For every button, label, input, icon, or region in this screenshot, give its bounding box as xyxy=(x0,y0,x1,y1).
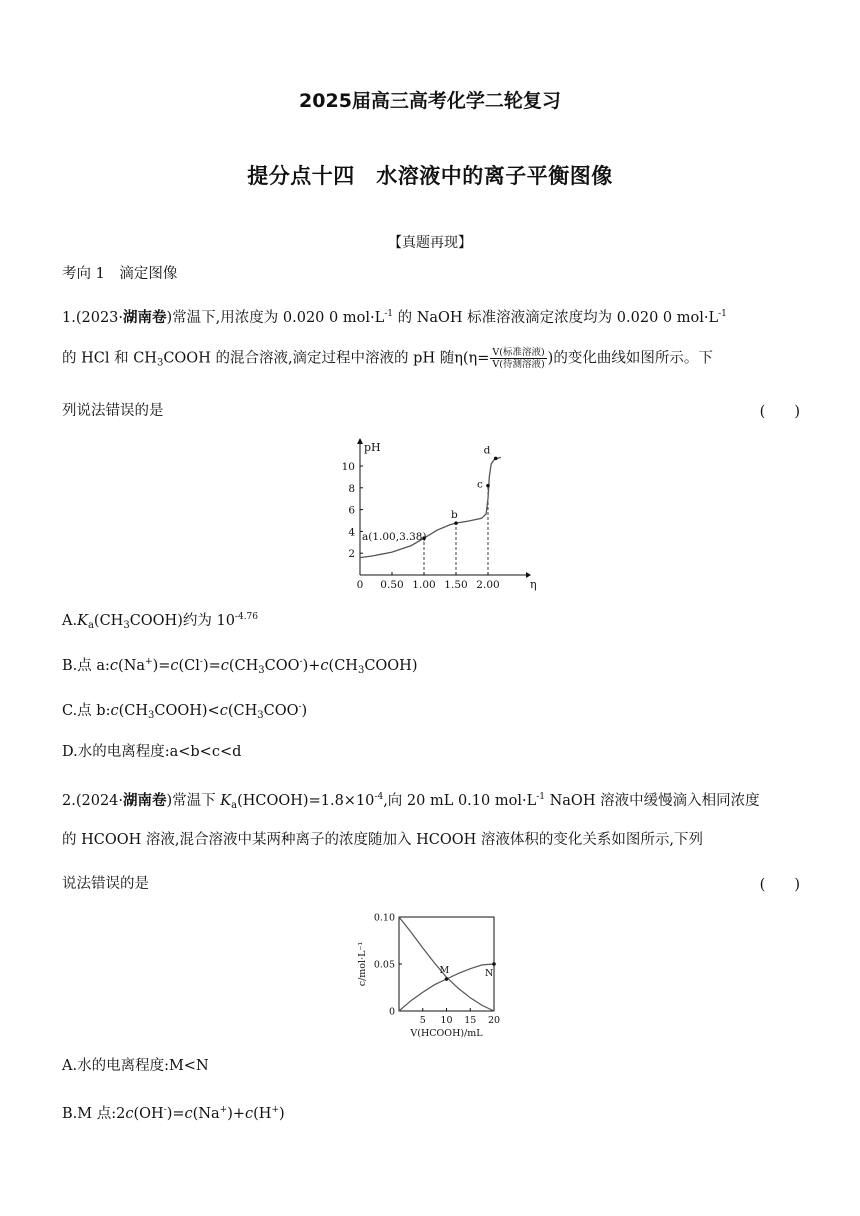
q2-stem-line-1: 2.(2024·湖南卷)常温下 $K_a(HCOOH)=1.8\times 10^{-4}$,向 20 mL 0.10 $mol\cdot L^{-1}$ NaOH 溶液中缓慢滴入相同浓度 xyxy=(62,792,760,811)
ph-titration-chart xyxy=(330,432,535,595)
q1-answer-blank: ( ) xyxy=(759,404,800,420)
y-tick-label: 4 xyxy=(348,526,355,539)
point-c xyxy=(486,484,490,488)
q1-option-b: B.点 $a:c(Na^+)=c(Cl^-)=c(CH_3COO^-)+c(CH_3COOH)$ xyxy=(62,657,418,676)
x-tick-label: 0 xyxy=(356,579,364,591)
x-tick-label: 1.00 xyxy=(412,579,436,591)
y-tick-label: 8 xyxy=(348,482,355,495)
point-label: d xyxy=(483,444,491,457)
x-tick-label: 2.00 xyxy=(476,579,500,591)
x-tick-label: 1.50 xyxy=(444,579,468,591)
point-b xyxy=(454,521,458,525)
x-tick-label: 20 xyxy=(487,1015,501,1026)
point-label: a(1.00,3.38) xyxy=(362,531,427,544)
x-tick-label: 5 xyxy=(419,1015,426,1026)
q1-stem-line-3: 列说法错误的是 xyxy=(62,403,164,419)
q1-option-d: D.水的电离程度:a<b<c<d xyxy=(62,744,242,760)
y-axis-label: c/mol·L⁻¹ xyxy=(357,941,368,987)
x-axis-label: η xyxy=(530,578,537,591)
point-N xyxy=(492,962,496,966)
q1-stem-line-1: 1.(2023·湖南卷)常温下,用浓度为 0.020 0 $mol\cdot L^{-1}$ 的 NaOH 标准溶液滴定浓度均为 0.020 0 $mol\cdot L^{-1}$ xyxy=(62,309,727,326)
y-tick-label: 2 xyxy=(348,548,355,561)
y-tick-label: 0.05 xyxy=(373,959,395,971)
document-title: 2025届高三高考化学二轮复习 xyxy=(299,90,561,112)
point-label: b xyxy=(451,509,458,522)
q2-source: 湖南卷 xyxy=(123,792,167,809)
q1-option-c: C.点 $b:c(CH_3COOH)<c(CH_3COO^-)$ xyxy=(62,702,308,721)
x-tick-label: 15 xyxy=(464,1015,477,1026)
point-d xyxy=(494,457,498,461)
y-tick-label: 0 xyxy=(388,1006,395,1018)
x-axis-label: V(HCOOH)/mL xyxy=(410,1028,483,1039)
point-label: c xyxy=(477,478,483,491)
topic-title: 提分点十四 水溶液中的离子平衡图像 xyxy=(247,164,613,188)
y-tick-label: 0.10 xyxy=(373,912,395,924)
y-axis-label: pH xyxy=(364,441,381,454)
ion-concentration-chart xyxy=(350,906,510,1040)
q2-stem-line-3: 说法错误的是 xyxy=(62,876,149,892)
q2-option-b: B.M 点:2c(OH-)=c(Na+)+c(H+) xyxy=(62,1105,285,1122)
q2-stem-line-2: 的 HCOOH 溶液,混合溶液中某两种离子的浓度随加入 HCOOH 溶液体积的变化关系如图所示,下列 xyxy=(62,832,703,848)
point-label: N xyxy=(485,968,494,979)
subsection-label: 考向 1 滴定图像 xyxy=(62,266,178,282)
q1-option-a: $A.K_a(CH_3COOH)$约为 $10^{-4.76}$ xyxy=(62,612,259,631)
x-tick-label: 10 xyxy=(440,1015,453,1026)
concentration-curve-1 xyxy=(399,917,494,1011)
eta-fraction: $\frac{\text{V(标准溶液)}}{\text{V(待测溶液)}}$ xyxy=(492,347,545,370)
y-tick-label: 6 xyxy=(348,504,355,517)
q1-source: 湖南卷 xyxy=(123,309,167,326)
plot-frame xyxy=(399,917,494,1011)
q1-stem-line-2: 的 HCl 和 $CH_3COOH$ 的混合溶液,滴定过程中溶液的 pH 随η(η= $\frac{\text{V(标准溶液)}}{\text{V(待测溶液)}}$ )的变化曲线如图所示。下 xyxy=(62,347,713,370)
q2-option-a: A.水的电离程度:M<N xyxy=(62,1058,209,1074)
section-label: 【真题再现】 xyxy=(388,235,472,251)
y-tick-label: 10 xyxy=(341,461,355,473)
q2-answer-blank: ( ) xyxy=(759,877,800,893)
x-tick-label: 0.50 xyxy=(380,579,404,591)
y-axis-arrow xyxy=(357,438,363,444)
point-label: M xyxy=(439,965,450,977)
point-M xyxy=(445,977,449,981)
